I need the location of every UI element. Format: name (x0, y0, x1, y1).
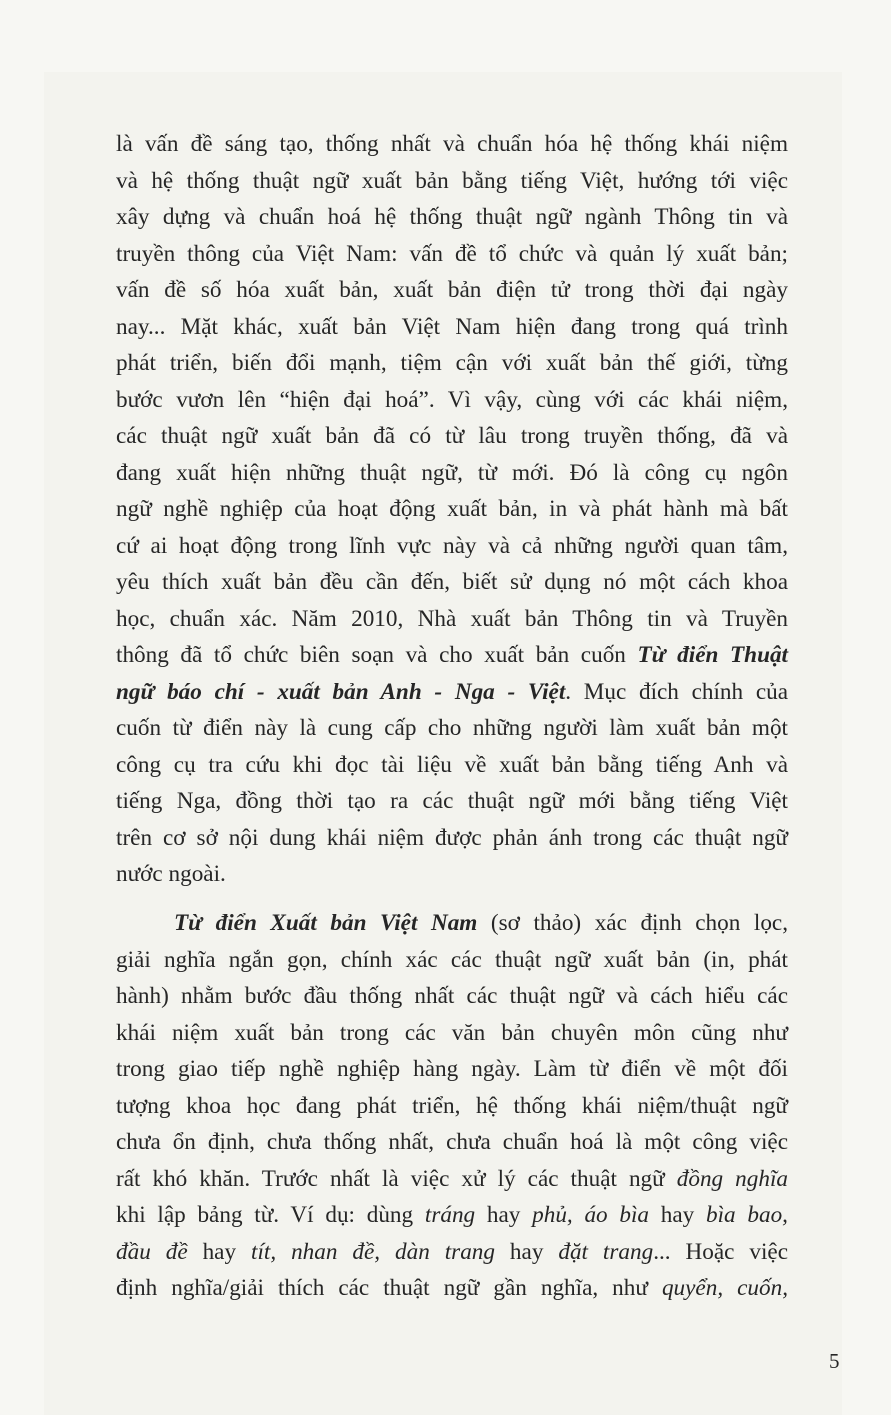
text-line (116, 905, 788, 942)
text-run: hay (494, 1238, 559, 1265)
text-line: và hệ thống thuật ngữ xuất bản bằng tiếng Việt, hướng tới việc (116, 167, 788, 194)
italic-term: tít, nhan đề, dàn trang (251, 1238, 495, 1265)
text-run: thông đã tổ chức biên soạn và cho xuất bản cuốn (116, 642, 638, 668)
text-run: . Mục đích chính của (565, 678, 788, 705)
text-line: công cụ tra cứu khi đọc tài liệu về xuất bản bằng tiếng Anh và (116, 751, 788, 778)
body-text (116, 126, 788, 1307)
text-run: ... Hoặc việc (653, 1238, 789, 1265)
text-line: cuốn từ điển này là cung cấp cho những người làm xuất bản một (116, 715, 788, 741)
text-run: (sơ thảo) xác định chọn lọc, (477, 910, 789, 936)
text-line: tiếng Nga, đồng thời tạo ra các thuật ngữ mới bằng tiếng Việt (116, 788, 788, 814)
text-run: định nghĩa/giải thích các thuật ngữ gần nghĩa, như (116, 1275, 662, 1301)
text-line (116, 1197, 788, 1234)
text-run: hay (475, 1202, 533, 1228)
text-line: chưa ổn định, chưa thống nhất, chưa chuẩn hoá là một công việc (116, 1129, 788, 1155)
italic-term: đặt trang (558, 1238, 654, 1265)
text-line: nay... Mặt khác, xuất bản Việt Nam hiện đang trong quá trình (116, 313, 788, 340)
text-line (116, 637, 788, 674)
text-line: trên cơ sở nội dung khái niệm được phản ánh trong các thuật ngữ (116, 824, 788, 851)
text-line: yêu thích xuất bản đều cần đến, biết sử dụng nó một cách khoa (116, 569, 788, 595)
italic-term: phủ, áo bìa (532, 1202, 650, 1228)
text-line: khái niệm xuất bản trong các văn bản chuyên môn cũng như (116, 1019, 788, 1046)
page-number: 5 (829, 1349, 840, 1373)
text-line: ngữ nghề nghiệp của hoạt động xuất bản, in và phát hành mà bất (116, 496, 788, 522)
text-line: cứ ai hoạt động trong lĩnh vực này và cả những người quan tâm, (116, 532, 788, 559)
text-run: khi lập bảng từ. Ví dụ: dùng (116, 1202, 425, 1228)
text-run: hay (649, 1202, 707, 1228)
book-title: Từ điển Thuật (637, 642, 788, 668)
text-line: phát triển, biến đổi mạnh, tiệm cận với xuất bản thế giới, từng (116, 350, 788, 376)
text-line: xây dựng và chuẩn hoá hệ thống thuật ngữ ngành Thông tin và (116, 204, 788, 230)
text-line: học, chuẩn xác. Năm 2010, Nhà xuất bản Thông tin và Truyền (116, 605, 788, 632)
text-line (116, 1234, 788, 1271)
text-line: các thuật ngữ xuất bản đã có từ lâu trong truyền thống, đã và (116, 423, 788, 449)
text-line: vấn đề số hóa xuất bản, xuất bản điện tử trong thời đại ngày (116, 277, 788, 303)
text-line: giải nghĩa ngắn gọn, chính xác các thuật ngữ xuất bản (in, phát (116, 946, 788, 973)
italic-term: bìa bao, (706, 1202, 788, 1228)
italic-term: quyển, cuốn, (661, 1275, 788, 1301)
italic-term: đầu đề (116, 1238, 188, 1265)
text-line: trong giao tiếp nghề nghiệp hàng ngày. Làm từ điển về một đối (116, 1056, 788, 1082)
text-line: là vấn đề sáng tạo, thống nhất và chuẩn hóa hệ thống khái niệm (116, 131, 788, 157)
paragraph-gap (116, 893, 788, 906)
text-line (116, 1161, 788, 1198)
text-line: nước ngoài. (116, 861, 226, 887)
text-line (116, 1270, 788, 1307)
italic-term: đồng nghĩa (676, 1165, 788, 1192)
text-line: bước vươn lên “hiện đại hoá”. Vì vậy, cùng với các khái niệm, (116, 386, 788, 413)
book-title: Từ điển Xuất bản Việt Nam (174, 910, 478, 936)
book-title: ngữ báo chí - xuất bản Anh - Nga - Việt (116, 678, 566, 705)
italic-term: tráng (424, 1202, 476, 1228)
text-line: tượng khoa học đang phát triển, hệ thống khái niệm/thuật ngữ (116, 1092, 788, 1119)
text-line: truyền thông của Việt Nam: vấn đề tổ chức và quản lý xuất bản; (116, 240, 788, 267)
text-line: đang xuất hiện những thuật ngữ, từ mới. Đó là công cụ ngôn (116, 459, 788, 486)
text-line (116, 674, 788, 711)
text-run: rất khó khăn. Trước nhất là việc xử lý các thuật ngữ (116, 1165, 677, 1192)
text-line: hành) nhằm bước đầu thống nhất các thuật ngữ và cách hiểu các (116, 983, 788, 1009)
text-run: hay (187, 1238, 251, 1265)
